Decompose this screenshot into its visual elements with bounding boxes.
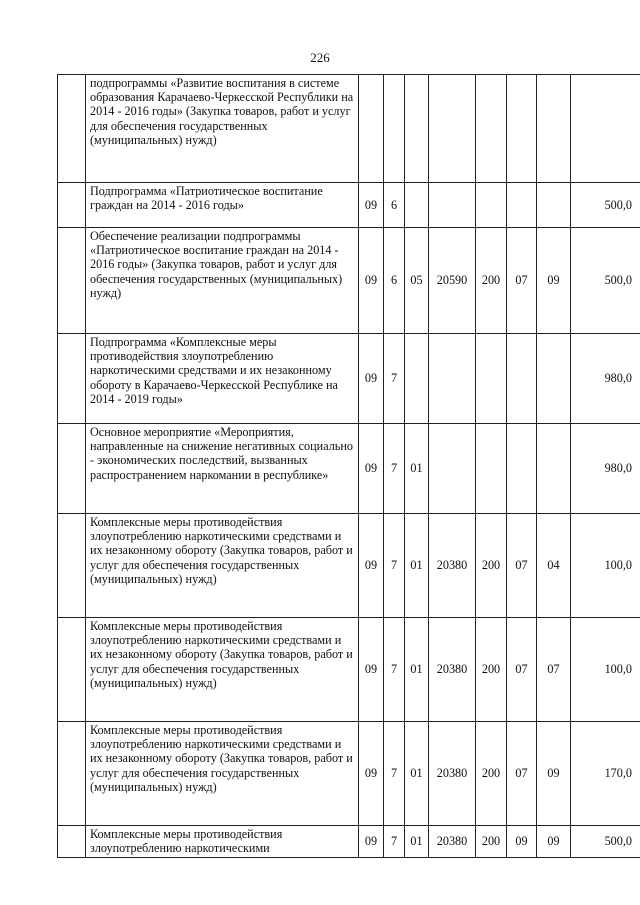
- main-activity-code-cell: 05: [405, 228, 429, 334]
- main-activity-code-cell: [405, 75, 429, 183]
- main-activity-code-cell: 01: [405, 514, 429, 618]
- row-number-cell: [58, 826, 86, 858]
- row-number-cell: [58, 334, 86, 424]
- subprogram-code-cell: 7: [384, 424, 405, 514]
- section-code-cell: [507, 75, 537, 183]
- subprogram-code-cell: 7: [384, 334, 405, 424]
- main-activity-code-cell: 01: [405, 826, 429, 858]
- table-row: [58, 334, 640, 424]
- section-code-cell: 09: [507, 826, 537, 858]
- table-row: [58, 75, 640, 183]
- section-code-cell: [507, 424, 537, 514]
- main-activity-code-cell: [405, 334, 429, 424]
- item-name-cell: Комплексные меры противодействия злоупотреблению наркотическими: [86, 826, 359, 858]
- item-name-cell: Комплексные меры противодействия злоупотреблению наркотическими средствами и их незаконному обороту (Закупка товаров, работ и услуг для обеспечения государственных (муниципальных) нужд): [86, 722, 359, 826]
- item-name-cell: Основное мероприятие «Мероприятия, направленные на снижение негативных социально - экономических последствий, вызванных распространением наркомании в республике»: [86, 424, 359, 514]
- row-number-cell: [58, 514, 86, 618]
- table-row: [58, 228, 640, 334]
- direction-code-cell: [429, 183, 476, 228]
- ministry-code-cell: 09: [359, 334, 384, 424]
- table-row: [58, 514, 640, 618]
- section-code-cell: 07: [507, 722, 537, 826]
- subprogram-code-cell: 6: [384, 183, 405, 228]
- row-number-cell: [58, 228, 86, 334]
- direction-code-cell: [429, 334, 476, 424]
- direction-code-cell: 20590: [429, 228, 476, 334]
- ministry-code-cell: 09: [359, 826, 384, 858]
- ministry-code-cell: 09: [359, 722, 384, 826]
- ministry-code-cell: [359, 75, 384, 183]
- item-name-cell: Комплексные меры противодействия злоупотреблению наркотическими средствами и их незаконному обороту (Закупка товаров, работ и услуг для обеспечения государственных (муниципальных) нужд): [86, 618, 359, 722]
- main-activity-code-cell: 01: [405, 424, 429, 514]
- subsection-code-cell: 04: [537, 514, 571, 618]
- amount-cell: 980,0: [571, 334, 640, 424]
- ministry-code-cell: 09: [359, 618, 384, 722]
- direction-code-cell: [429, 75, 476, 183]
- direction-code-cell: 20380: [429, 514, 476, 618]
- expense-type-cell: [476, 424, 507, 514]
- expense-type-cell: 200: [476, 618, 507, 722]
- expense-type-cell: [476, 75, 507, 183]
- expense-type-cell: [476, 183, 507, 228]
- subsection-code-cell: [537, 75, 571, 183]
- table-row: [58, 826, 640, 858]
- subsection-code-cell: 09: [537, 722, 571, 826]
- subprogram-code-cell: 7: [384, 826, 405, 858]
- subsection-code-cell: [537, 183, 571, 228]
- table-row: [58, 618, 640, 722]
- main-activity-code-cell: [405, 183, 429, 228]
- ministry-code-cell: 09: [359, 424, 384, 514]
- subsection-code-cell: [537, 334, 571, 424]
- amount-cell: 170,0: [571, 722, 640, 826]
- section-code-cell: 07: [507, 618, 537, 722]
- expense-type-cell: 200: [476, 514, 507, 618]
- row-number-cell: [58, 424, 86, 514]
- main-activity-code-cell: 01: [405, 722, 429, 826]
- expense-type-cell: 200: [476, 228, 507, 334]
- item-name-cell: Обеспечение реализации подпрограммы «Патриотическое воспитание граждан на 2014 - 2016 годы» (Закупка товаров, работ и услуг для обеспечения государственных (муниципальных) нужд): [86, 228, 359, 334]
- item-name-cell: подпрограммы «Развитие воспитания в системе образования Карачаево-Черкесской Республики на 2014 - 2016 годы» (Закупка товаров, работ и услуг для обеспечения государственных (муниципальных) нужд): [86, 75, 359, 183]
- section-code-cell: 07: [507, 514, 537, 618]
- main-activity-code-cell: 01: [405, 618, 429, 722]
- expense-type-cell: [476, 334, 507, 424]
- table-row: [58, 183, 640, 228]
- table-row: [58, 424, 640, 514]
- amount-cell: 100,0: [571, 514, 640, 618]
- page-number: 226: [310, 50, 330, 65]
- subsection-code-cell: [537, 424, 571, 514]
- ministry-code-cell: 09: [359, 183, 384, 228]
- direction-code-cell: 20380: [429, 722, 476, 826]
- section-code-cell: 07: [507, 228, 537, 334]
- table-row: [58, 722, 640, 826]
- item-name-cell: Подпрограмма «Комплексные меры противодействия злоупотреблению наркотическими средствами и их незаконному обороту в Карачаево-Черкесской Республике на 2014 - 2019 годы»: [86, 334, 359, 424]
- subprogram-code-cell: 6: [384, 228, 405, 334]
- expense-type-cell: 200: [476, 826, 507, 858]
- amount-cell: 500,0: [571, 826, 640, 858]
- budget-table: [57, 74, 640, 858]
- row-number-cell: [58, 618, 86, 722]
- item-name-cell: Комплексные меры противодействия злоупотреблению наркотическими средствами и их незаконному обороту (Закупка товаров, работ и услуг для обеспечения государственных (муниципальных) нужд): [86, 514, 359, 618]
- amount-cell: 500,0: [571, 228, 640, 334]
- subprogram-code-cell: [384, 75, 405, 183]
- subsection-code-cell: 09: [537, 826, 571, 858]
- row-number-cell: [58, 183, 86, 228]
- subprogram-code-cell: 7: [384, 722, 405, 826]
- item-name-cell: Подпрограмма «Патриотическое воспитание граждан на 2014 - 2016 годы»: [86, 183, 359, 228]
- section-code-cell: [507, 183, 537, 228]
- ministry-code-cell: 09: [359, 228, 384, 334]
- subsection-code-cell: 09: [537, 228, 571, 334]
- expense-type-cell: 200: [476, 722, 507, 826]
- direction-code-cell: 20380: [429, 826, 476, 858]
- subsection-code-cell: 07: [537, 618, 571, 722]
- row-number-cell: [58, 722, 86, 826]
- direction-code-cell: [429, 424, 476, 514]
- subprogram-code-cell: 7: [384, 618, 405, 722]
- direction-code-cell: 20380: [429, 618, 476, 722]
- amount-cell: 500,0: [571, 183, 640, 228]
- subprogram-code-cell: 7: [384, 514, 405, 618]
- row-number-cell: [58, 75, 86, 183]
- ministry-code-cell: 09: [359, 514, 384, 618]
- amount-cell: [571, 75, 640, 183]
- amount-cell: 100,0: [571, 618, 640, 722]
- amount-cell: 980,0: [571, 424, 640, 514]
- section-code-cell: [507, 334, 537, 424]
